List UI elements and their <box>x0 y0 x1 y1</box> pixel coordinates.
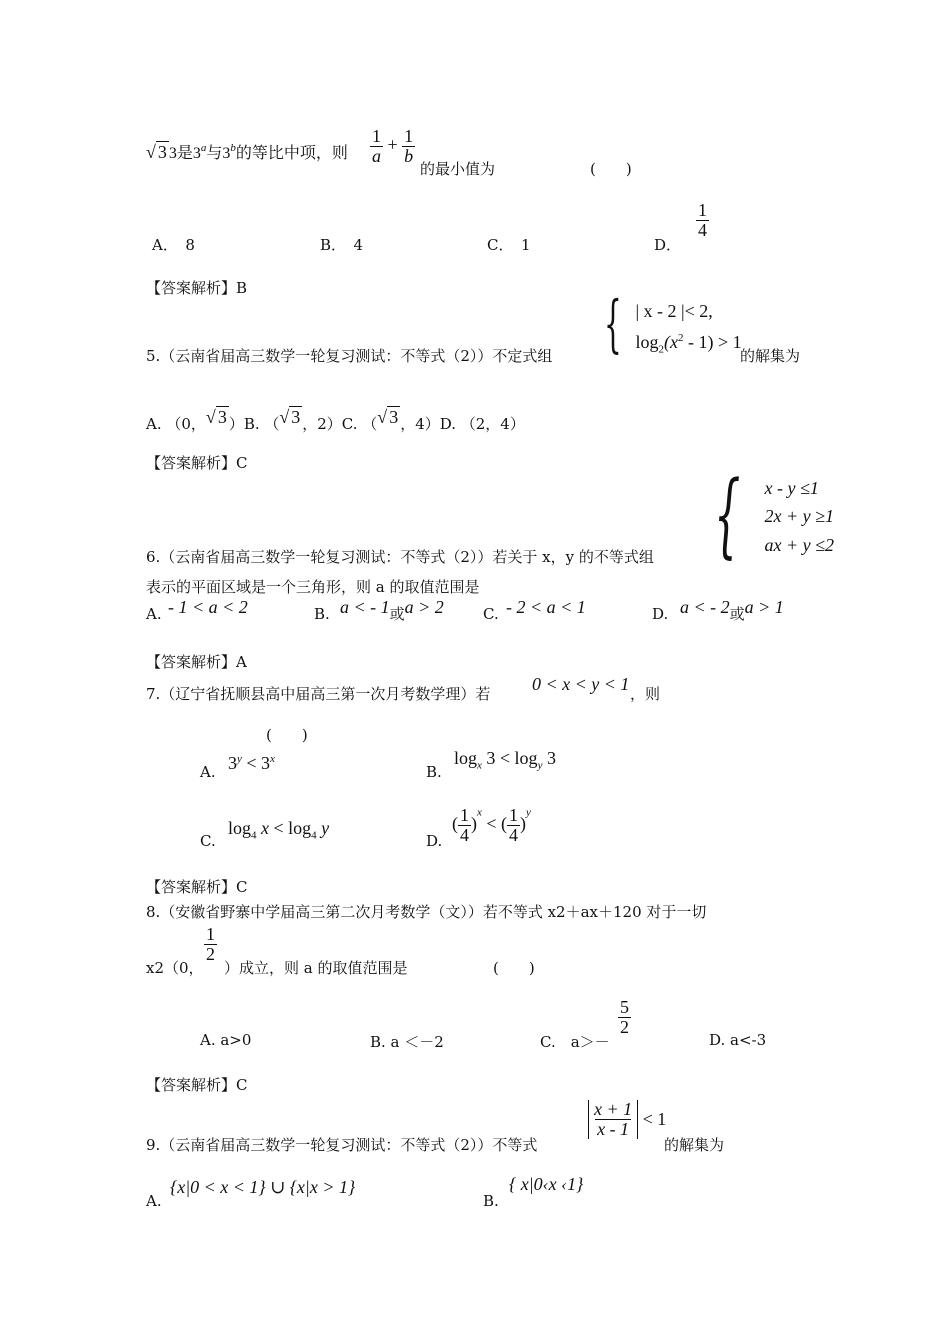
q8-option-c: C. a＞－ <box>540 1033 610 1051</box>
q6-answer: 【答案解析】A <box>146 653 247 671</box>
q7-option-d-label: D. <box>426 832 443 850</box>
q4-stem-tail: 的最小值为 <box>420 160 496 178</box>
left-brace: { <box>714 461 741 568</box>
q7-option-a-label: A. <box>200 763 216 781</box>
q6-stem: 6.（云南省届高三数学一轮复习测试：不等式（2））若关于 x，y 的不等式组 <box>146 548 654 566</box>
sqrt-3: √ 3 <box>377 407 399 427</box>
q8-line2-pre: x2（0， <box>146 959 204 977</box>
q7-option-b-label: B. <box>426 763 442 781</box>
q7-option-d: ( $\frac{1}{4}$ )$^x$ < ( $\frac{1}{4}$ )$^y$ <box>452 805 531 845</box>
q8-half-fraction: $\frac{1}{2}$ <box>206 924 215 964</box>
q4-option-b: B． 4 <box>320 236 364 254</box>
q6-option-c-label: C. <box>483 605 499 623</box>
q7-stem: 7.（辽宁省抚顺县高中届高三第一次月考数学理）若 <box>146 685 491 703</box>
q8-option-d: D. a<-3 <box>709 1031 767 1049</box>
q4-blank: ( ) <box>590 160 632 178</box>
q7-option-c: $\log_4 x < \log_4 y$ <box>228 818 330 842</box>
fraction-1-over-b: $\frac{1}{b}$ <box>404 126 414 166</box>
q8-blank: ( ) <box>493 959 535 977</box>
q6-option-a-label: A. <box>146 605 162 623</box>
q9-option-a-label: A. <box>146 1192 162 1210</box>
q9-option-b: { x|0‹x ‹1} <box>509 1174 584 1194</box>
q4-option-d-fraction: $\frac{1}{4}$ <box>698 200 707 240</box>
q6-option-d-label: D. <box>652 605 669 623</box>
q8-answer: 【答案解析】C <box>146 1076 248 1094</box>
q7-answer: 【答案解析】C <box>146 878 248 896</box>
q6-option-a: - 1 < a < 2 <box>168 597 248 617</box>
q6-option-b: a < - 1或a > 2 <box>340 597 444 623</box>
q7-option-c-label: C. <box>200 832 216 850</box>
q9-stem: 9.（云南省届高三数学一轮复习测试：不等式（2））不等式 <box>146 1136 538 1154</box>
q5-system: { | x - 2 |< 2, $\log_2(x^2 - 1) > 1$ <box>604 287 742 360</box>
q5-options: A. （0， √ 3 ）B. （ √ 3 ，2）C. （ √ 3 ，4）D. （2，4） <box>146 407 525 433</box>
left-brace: { <box>604 287 622 360</box>
q8-option-c-fraction: $\frac{5}{2}$ <box>620 997 629 1037</box>
q4-option-a: A． 8 <box>152 236 195 254</box>
q5-answer: 【答案解析】C <box>146 454 248 472</box>
q4-option-c: C． 1 <box>487 236 531 254</box>
fraction-1-over-a: $\frac{1}{a}$ <box>372 126 381 166</box>
q7-blank: ( ) <box>266 726 308 744</box>
q9-stem-tail: 的解集为 <box>664 1136 725 1154</box>
q4-option-d: D． <box>654 236 682 254</box>
q7-condition: 0 < x < y < 1 <box>532 674 630 694</box>
q6-option-b-label: B. <box>314 605 330 623</box>
q8-option-a: A. a>0 <box>200 1031 252 1049</box>
q7-option-a: $3^y < 3^x$ <box>228 753 275 773</box>
sqrt-3: √ 3 <box>279 407 301 427</box>
q9-abs-fraction: $\frac{x + 1}{x - 1}$ < 1 <box>588 1100 666 1139</box>
q9-option-b-label: B. <box>483 1192 499 1210</box>
q7-option-b: $\log_x 3 < \log_y 3$ <box>454 748 556 772</box>
q9-option-a: {x|0 < x < 1} ∪ {x|x > 1} <box>170 1177 356 1197</box>
q4-stem: √ 3 3是3$^a$与3$^b$的等比中项，则 <box>146 142 348 162</box>
q8-line2-post: ）成立，则 a 的取值范围是 <box>224 959 408 977</box>
sqrt-3: √ 3 <box>205 407 227 427</box>
q6-stem-2: 表示的平面区域是一个三角形，则 a 的取值范围是 <box>146 578 480 596</box>
q6-option-c: - 2 < a < 1 <box>506 597 586 617</box>
q6-option-d: a < - 2或a > 1 <box>680 597 784 623</box>
q4-answer: 【答案解析】B <box>146 279 248 297</box>
q5-stem-tail: 的解集为 <box>740 347 801 365</box>
q5-stem: 5.（云南省届高三数学一轮复习测试：不等式（2））不定式组 <box>146 347 553 365</box>
q6-system: { x - y ≤1 2x + y ≥1 ax + y ≤2 <box>714 461 835 568</box>
q7-stem-tail: ，则 <box>630 685 661 703</box>
q8-option-b: B. a ＜－2 <box>370 1033 444 1051</box>
sqrt-3: √ 3 <box>146 142 167 162</box>
q8-stem: 8.（安徽省野寨中学届高三第二次月考数学（文））若不等式 x2＋ax＋120 对于一切 <box>146 903 707 921</box>
q4-expression: $\frac{1}{a}$ + $\frac{1}{b}$ <box>372 126 414 166</box>
